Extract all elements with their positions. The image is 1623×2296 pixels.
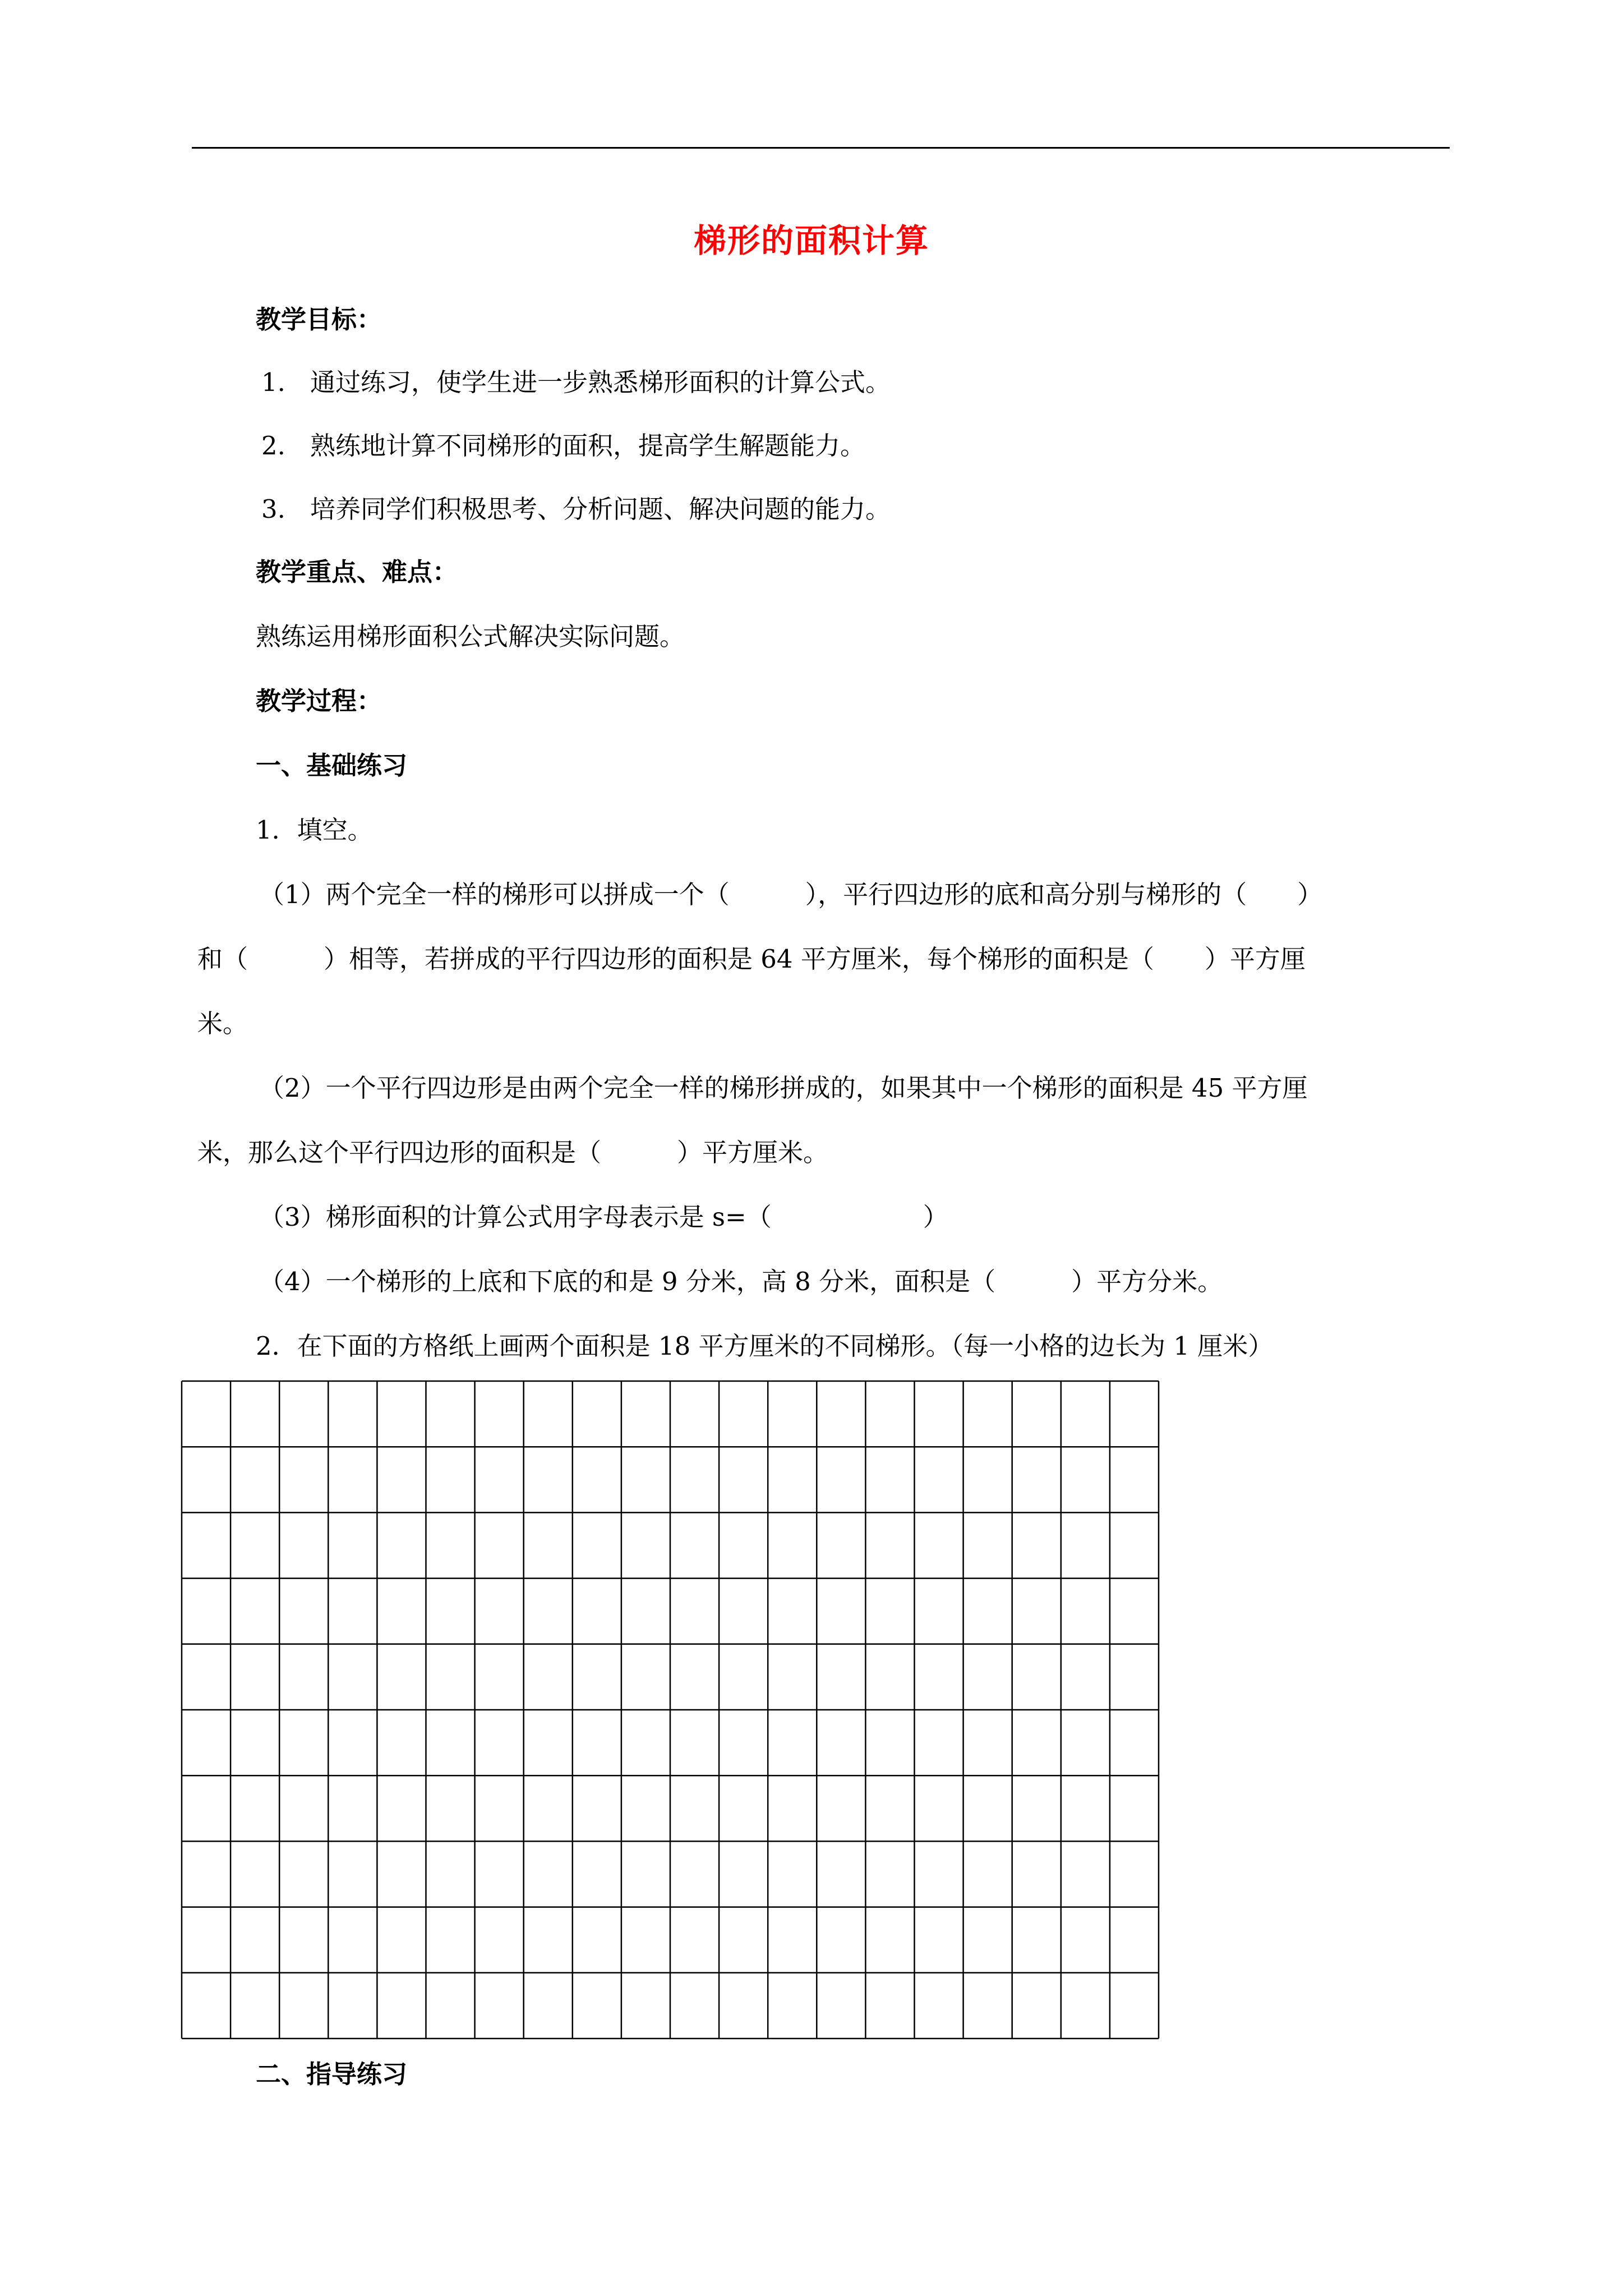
objective-text: 通过练习，使学生进一步熟悉梯形面积的计算公式。	[310, 367, 891, 397]
question-1-2-line-1: （2）一个平行四边形是由两个完全一样的梯形拼成的，如果其中一个梯形的面积是 45 平方厘	[259, 1073, 1308, 1103]
objective-number: 3.	[261, 494, 285, 524]
objective-text: 培养同学们积极思考、分析问题、解决问题的能力。	[310, 494, 891, 524]
objective-item-2	[261, 429, 865, 463]
question-1-1-line-3: 米。	[197, 1009, 248, 1038]
square-grid-paper[interactable]	[181, 1380, 1160, 2040]
section-2-heading: 二、指导练习	[256, 2059, 408, 2089]
key-points-text: 熟练运用梯形面积公式解决实际问题。	[256, 622, 685, 651]
document-title: 梯形的面积计算	[693, 222, 929, 260]
question-1-4: （4）一个梯形的上底和下底的和是 9 分米，高 8 分米，面积是（ ）平方分米。	[259, 1267, 1223, 1296]
process-heading: 教学过程：	[256, 686, 382, 716]
question-1-3: （3）梯形面积的计算公式用字母表示是 s=（ ）	[259, 1202, 948, 1232]
objective-text: 熟练地计算不同梯形的面积，提高学生解题能力。	[310, 431, 865, 461]
question-1-1-line-2: 和（ ）相等，若拼成的平行四边形的面积是 64 平方厘米，每个梯形的面积是（ ）平方厘	[197, 944, 1306, 974]
section-1-heading: 一、基础练习	[256, 751, 408, 780]
question-1-label: 1．填空。	[256, 815, 373, 845]
objective-number: 2.	[261, 431, 285, 461]
objectives-heading: 教学目标：	[256, 305, 382, 334]
objective-item-1	[261, 366, 891, 399]
key-points-heading: 教学重点、难点：	[256, 557, 458, 587]
question-1-1-line-1: （1）两个完全一样的梯形可以拼成一个（ ），平行四边形的底和高分别与梯形的（ ）	[259, 880, 1323, 909]
grid-svg	[181, 1380, 1160, 2040]
header-rule	[192, 147, 1450, 149]
question-2: 2．在下面的方格纸上画两个面积是 18 平方厘米的不同梯形。（每一小格的边长为 1 厘米）	[256, 1331, 1274, 1361]
objective-number: 1.	[261, 367, 285, 397]
objective-item-3	[261, 493, 891, 526]
question-1-2-line-2: 米，那么这个平行四边形的面积是（ ）平方厘米。	[197, 1138, 829, 1167]
